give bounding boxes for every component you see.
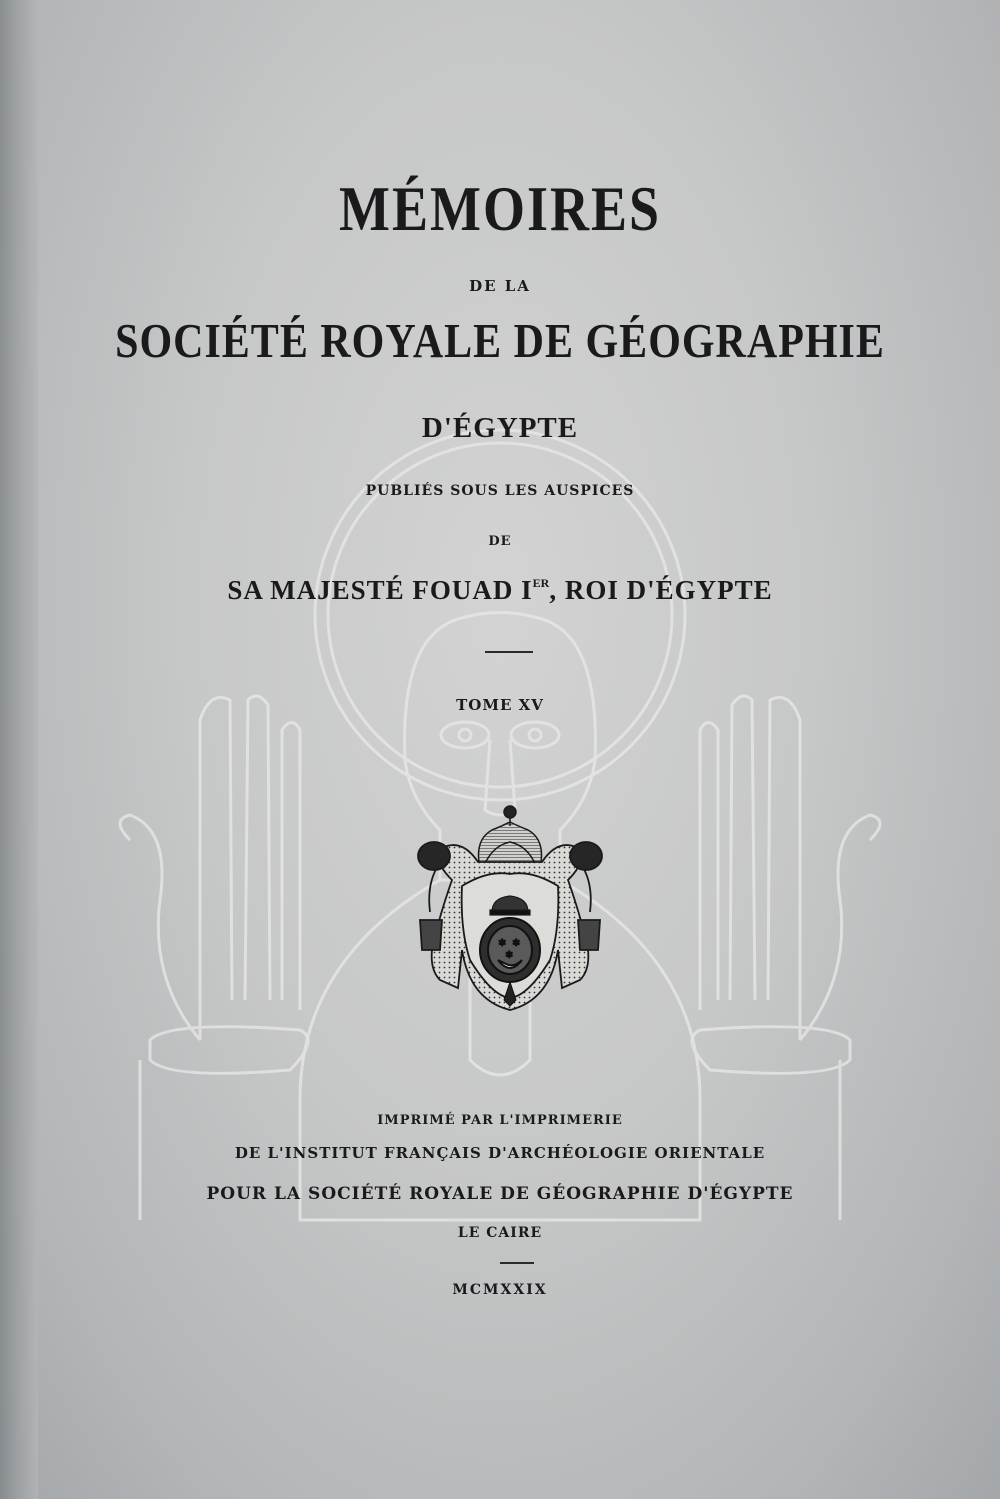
svg-text:✶: ✶: [512, 938, 521, 949]
printer-line-3: POUR LA SOCIÉTÉ ROYALE DE GÉOGRAPHIE D'ÉGYPTE: [206, 1184, 794, 1204]
divider-rule: [485, 651, 533, 653]
patron-ordinal: ER: [532, 576, 550, 590]
society-name: SOCIÉTÉ ROYALE DE GÉOGRAPHIE: [115, 315, 885, 369]
volume-number: TOME XV: [456, 696, 544, 714]
patron-line: [0, 577, 1000, 604]
divider-rule-bottom: [500, 1262, 534, 1264]
patron-name: SA MAJESTÉ FOUAD I: [227, 575, 533, 605]
patron-title: , ROI D'ÉGYPTE: [549, 575, 773, 605]
publication-city: LE CAIRE: [457, 1225, 543, 1241]
publication-year: MCMXXIX: [452, 1282, 548, 1298]
book-title: MÉMOIRES: [338, 173, 662, 245]
printer-line-1: IMPRIMÉ PAR L'IMPRIMERIE: [377, 1113, 623, 1128]
title-connector-de-la: DE LA: [469, 277, 531, 295]
auspices-connector-de: DE: [488, 534, 512, 549]
printer-line-2: DE L'INSTITUT FRANÇAIS D'ARCHÉOLOGIE ORIENTALE: [234, 1144, 766, 1162]
svg-text:✶: ✶: [498, 938, 507, 949]
royal-coat-of-arms-icon: [412, 800, 608, 1030]
society-country: D'ÉGYPTE: [421, 412, 579, 444]
auspices-line: PUBLIÉS SOUS LES AUSPICES: [365, 483, 635, 499]
svg-text:✶: ✶: [505, 950, 514, 961]
